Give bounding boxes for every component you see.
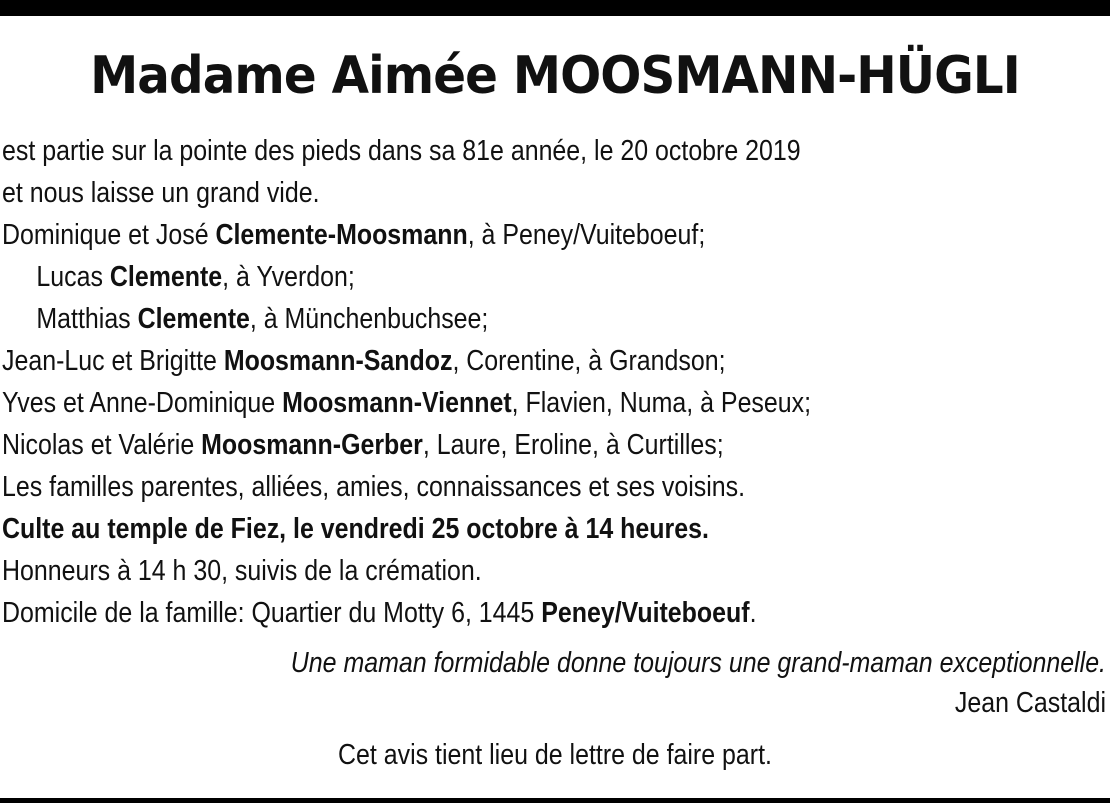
family-line: [2, 382, 953, 424]
intro-line-2: et nous laisse un grand vide.: [2, 177, 320, 209]
family-line-prefix: Jean-Luc et Brigitte: [2, 345, 224, 377]
deceased-name-title: Madame Aimée MOOSMANN-HÜGLI: [90, 46, 1020, 106]
family-line-surname: Clemente: [137, 303, 250, 335]
domicile-address: Domicile de la famille: Quartier du Motty 6, 1445: [2, 597, 542, 629]
family-line-surname: Moosmann-Sandoz: [223, 345, 453, 377]
family-line-surname: Clemente-Moosmann: [215, 219, 468, 251]
family-line-surname: Moosmann-Gerber: [201, 429, 423, 461]
quote-text: Une maman formidable donne toujours une grand-maman exceptionnelle.: [290, 647, 1106, 679]
bottom-rule: [0, 798, 1110, 803]
family-line-surname: Moosmann-Viennet: [282, 387, 512, 419]
family-line: [2, 424, 953, 466]
family-line: [2, 340, 953, 382]
family-line-suffix: , Flavien, Numa, à Peseux;: [511, 387, 812, 419]
family-line-prefix: Yves et Anne-Dominique: [2, 387, 283, 419]
family-line: [2, 256, 953, 298]
honours-line: Honneurs à 14 h 30, suivis de la crémation.: [2, 555, 482, 587]
domicile-line: [2, 592, 953, 634]
relatives-line: Les familles parentes, alliées, amies, connaissances et ses voisins.: [2, 471, 746, 503]
family-line-prefix: Lucas: [36, 261, 110, 293]
family-line-prefix: Matthias: [36, 303, 138, 335]
family-line-prefix: Dominique et José: [2, 219, 216, 251]
footer-note: Cet avis tient lieu de lettre de faire part.: [338, 739, 772, 771]
family-line-suffix: , à Münchenbuchsee;: [249, 303, 489, 335]
quote-author: Jean Castaldi: [954, 687, 1106, 719]
family-line-suffix: , à Yverdon;: [222, 261, 355, 293]
family-line: [2, 214, 953, 256]
domicile-period: .: [749, 597, 757, 629]
notice-body: [2, 130, 1108, 634]
service-line: [2, 508, 953, 550]
family-line-surname: Clemente: [109, 261, 223, 293]
family-line: [2, 298, 953, 340]
family-line-suffix: , Corentine, à Grandson;: [452, 345, 726, 377]
family-line-prefix: Nicolas et Valérie: [2, 429, 202, 461]
intro-line-1: est partie sur la pointe des pieds dans sa 81e année, le 20 octobre 2019: [2, 135, 801, 167]
top-rule: [0, 0, 1110, 16]
family-line-suffix: , Laure, Eroline, à Curtilles;: [422, 429, 724, 461]
service-text: Culte au temple de Fiez, le vendredi 25 octobre à 14 heures.: [2, 513, 709, 545]
family-line-suffix: , à Peney/Vuiteboeuf;: [467, 219, 706, 251]
domicile-place: Peney/Vuiteboeuf: [541, 597, 750, 629]
